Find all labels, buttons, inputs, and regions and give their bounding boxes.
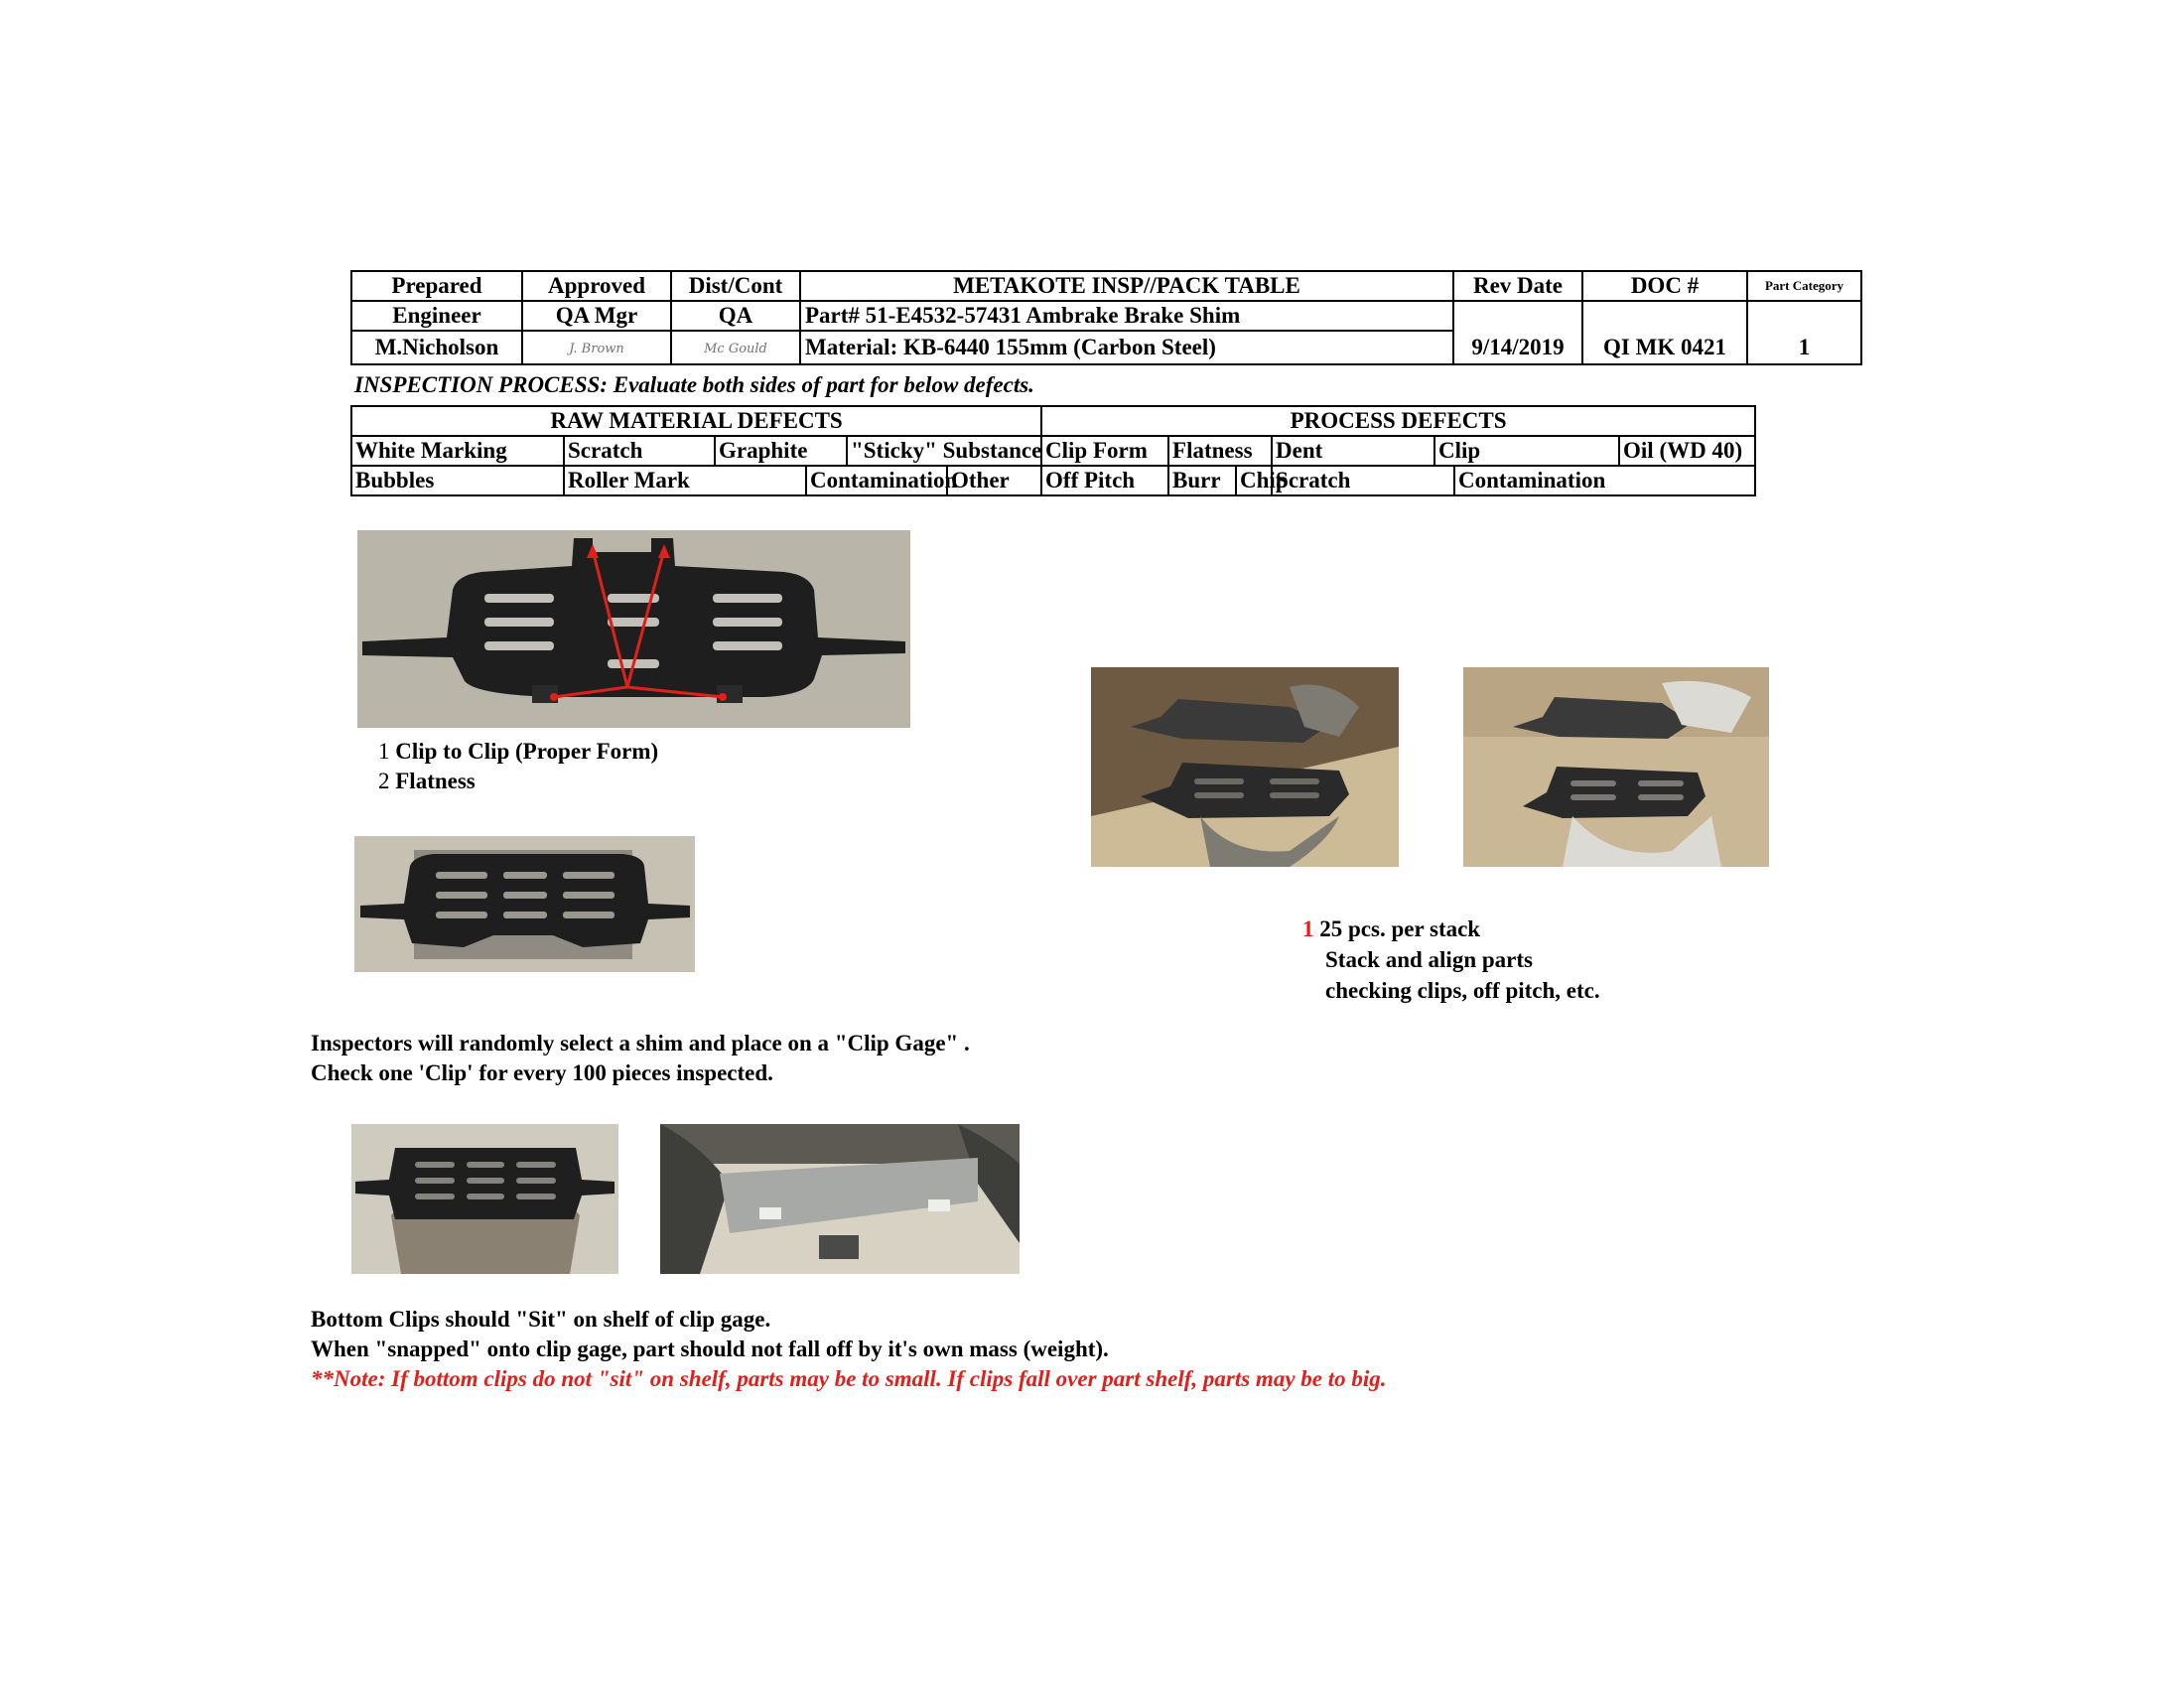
doc-number: QI MK 0421 [1582,331,1747,364]
category-spacer [1747,301,1861,331]
document-header-table [350,270,1862,365]
clip-gage-instruction-1: Inspectors will randomly select a shim and place on a "Clip Gage" . [311,1031,970,1055]
gage-side-photo [351,1124,618,1274]
prepared-label: Prepared [351,271,522,301]
stack-note-line-3: checking clips, off pitch, etc. [1325,978,1600,1003]
part-category: 1 [1747,331,1861,364]
prepared-role: Engineer [351,301,522,331]
defect-scratch-process: Scratch [1272,466,1454,495]
material-line: Material: KB-6440 155mm (Carbon Steel) [800,331,1453,364]
defect-oil: Oil (WD 40) [1619,436,1755,466]
stack-align-photo-1 [1091,667,1399,867]
note-item-1-text: Clip to Clip (Proper Form) [395,739,659,764]
dist-role: QA [671,301,800,331]
part-category-label: Part Category [1747,271,1861,301]
stack-note-number: 1 [1302,916,1314,941]
inspection-process-instruction: INSPECTION PROCESS: Evaluate both sides of part for below defects. [354,372,1034,397]
note-item-1-number: 1 [378,739,390,764]
defect-clip: Clip [1434,436,1619,466]
defect-roller-mark: Roller Mark [564,466,806,495]
dist-signature [671,331,800,364]
defects-table [350,405,1756,496]
rev-date: 9/14/2019 [1453,331,1582,364]
defect-off-pitch: Off Pitch [1041,466,1168,495]
dist-label: Dist/Cont [671,271,800,301]
shim-clip-photo [357,530,910,728]
stack-note-text-1: 25 pcs. per stack [1319,916,1481,941]
bottom-clips-instruction-1: Bottom Clips should "Sit" on shelf of clip gage. [311,1307,771,1332]
defect-contamination-process: Contamination [1454,466,1755,495]
part-number: Part# 51-E4532-57431 Ambrake Brake Shim [800,301,1453,331]
defect-other: Other [947,466,1041,495]
rev-date-spacer [1453,301,1582,331]
signature-mark: Mc Gould [704,342,767,356]
signature-mark: J. Brown [569,342,624,356]
defect-burr: Burr [1168,466,1236,495]
defect-dent: Dent [1272,436,1434,466]
note-item-2 [378,766,476,796]
doc-number-label: DOC # [1582,271,1747,301]
defect-sticky-substance: "Sticky" Substance [847,436,1041,466]
approved-signature [522,331,671,364]
clip-gage-instruction-2: Check one 'Clip' for every 100 pieces inspected. [311,1060,773,1085]
defect-clip-form: Clip Form [1041,436,1168,466]
note-item-1 [378,736,658,767]
raw-material-defects-title: RAW MATERIAL DEFECTS [351,406,1041,436]
shim-on-gage-photo [354,836,695,972]
doc-number-spacer [1582,301,1747,331]
stack-note-line-2: Stack and align parts [1325,947,1533,972]
defect-bubbles: Bubbles [351,466,564,495]
document-title: METAKOTE INSP//PACK TABLE [800,271,1453,301]
defect-white-marking: White Marking [351,436,564,466]
stack-align-photo-2 [1463,667,1769,867]
defect-flatness: Flatness [1168,436,1272,466]
note-item-2-number: 2 [378,769,390,793]
stack-note-line-1 [1302,914,1480,944]
prepared-name: M.Nicholson [351,331,522,364]
process-defects-title: PROCESS DEFECTS [1041,406,1755,436]
defect-graphite: Graphite [715,436,847,466]
approved-role: QA Mgr [522,301,671,331]
defect-contamination-raw: Contamination [806,466,947,495]
bottom-clips-instruction-2: When "snapped" onto clip gage, part should not fall off by it's own mass (weight). [311,1336,1109,1361]
approved-label: Approved [522,271,671,301]
defect-chip: Chip [1236,466,1272,495]
size-note: **Note: If bottom clips do not "sit" on shelf, parts may be to small. If clips fall over part shelf, parts may be to big. [311,1366,1387,1391]
defect-scratch: Scratch [564,436,715,466]
clip-gage-closeup-photo [660,1124,1020,1274]
rev-date-label: Rev Date [1453,271,1582,301]
note-item-2-text: Flatness [395,769,476,793]
